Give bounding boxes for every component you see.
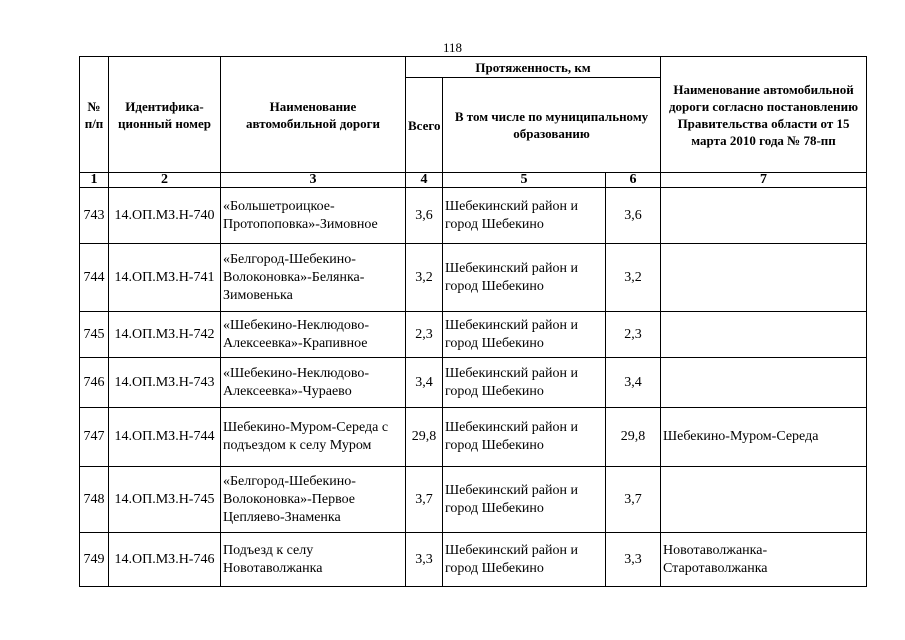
road-name: «Белгород-Шебекино-Волоконовка»-Первое Цепляево-Знаменка [221, 467, 406, 533]
row-number: 744 [80, 244, 109, 312]
road-id: 14.ОП.МЗ.Н-742 [109, 312, 221, 358]
table-row [80, 533, 867, 587]
municipality: Шебекинский район и город Шебекино [443, 408, 606, 467]
row-number: 747 [80, 408, 109, 467]
total-length: 3,3 [406, 533, 443, 587]
municipality: Шебекинский район и город Шебекино [443, 244, 606, 312]
total-length: 29,8 [406, 408, 443, 467]
decree-name [661, 244, 867, 312]
road-id: 14.ОП.МЗ.Н-744 [109, 408, 221, 467]
decree-name: Новотаволжанка-Старотаволжанка [661, 533, 867, 587]
road-name: «Шебекино-Неклюдово-Алексеевка»-Крапивное [221, 312, 406, 358]
column-number: 2 [109, 173, 221, 188]
header-decree: Наименование автомобильной дороги согласно постановлению Правительства области от 15 марта 2010 года № 78-пп [661, 57, 867, 173]
road-name: «Белгород-Шебекино-Волоконовка»-Белянка-Зимовенька [221, 244, 406, 312]
road-id: 14.ОП.МЗ.Н-740 [109, 188, 221, 244]
municipal-length: 3,2 [606, 244, 661, 312]
decree-name: Шебекино-Муром-Середа [661, 408, 867, 467]
row-number: 749 [80, 533, 109, 587]
municipal-length: 2,3 [606, 312, 661, 358]
decree-name [661, 188, 867, 244]
column-number: 1 [80, 173, 109, 188]
road-name: «Шебекино-Неклюдово-Алексеевка»-Чураево [221, 358, 406, 408]
total-length: 3,7 [406, 467, 443, 533]
table-row [80, 467, 867, 533]
table-row [80, 188, 867, 244]
total-length: 3,6 [406, 188, 443, 244]
municipality: Шебекинский район и город Шебекино [443, 312, 606, 358]
municipality: Шебекинский район и город Шебекино [443, 358, 606, 408]
roads-table [79, 56, 867, 587]
table-row [80, 358, 867, 408]
table-body [80, 188, 867, 587]
column-numbers-row [80, 173, 867, 188]
road-id: 14.ОП.МЗ.Н-746 [109, 533, 221, 587]
municipal-length: 3,4 [606, 358, 661, 408]
row-number: 746 [80, 358, 109, 408]
table-header [80, 57, 867, 188]
road-id: 14.ОП.МЗ.Н-745 [109, 467, 221, 533]
header-num: № п/п [80, 57, 109, 173]
municipal-length: 3,3 [606, 533, 661, 587]
municipal-length: 29,8 [606, 408, 661, 467]
header-name: Наименование автомобильной дороги [221, 57, 406, 173]
road-name: Подъезд к селу Новотаволжанка [221, 533, 406, 587]
decree-name [661, 358, 867, 408]
column-number: 3 [221, 173, 406, 188]
total-length: 3,2 [406, 244, 443, 312]
header-total: Всего [406, 78, 443, 173]
road-name: «Большетроицкое-Протопоповка»-Зимовное [221, 188, 406, 244]
road-name: Шебекино-Муром-Середа с подъездом к селу Муром [221, 408, 406, 467]
column-number: 7 [661, 173, 867, 188]
column-number: 4 [406, 173, 443, 188]
municipality: Шебекинский район и город Шебекино [443, 467, 606, 533]
total-length: 2,3 [406, 312, 443, 358]
row-number: 743 [80, 188, 109, 244]
header-length: Протяженность, км [406, 57, 661, 78]
row-number: 748 [80, 467, 109, 533]
header-municipal: В том числе по муниципальному образованию [443, 78, 661, 173]
municipal-length: 3,7 [606, 467, 661, 533]
row-number: 745 [80, 312, 109, 358]
decree-name [661, 312, 867, 358]
column-number: 6 [606, 173, 661, 188]
road-id: 14.ОП.МЗ.Н-741 [109, 244, 221, 312]
table-row [80, 312, 867, 358]
decree-name [661, 467, 867, 533]
header-id: Идентифика- ционный номер [109, 57, 221, 173]
municipal-length: 3,6 [606, 188, 661, 244]
page-number: 118 [442, 40, 463, 55]
road-id: 14.ОП.МЗ.Н-743 [109, 358, 221, 408]
table-row [80, 244, 867, 312]
column-number: 5 [443, 173, 606, 188]
total-length: 3,4 [406, 358, 443, 408]
municipality: Шебекинский район и город Шебекино [443, 533, 606, 587]
municipality: Шебекинский район и город Шебекино [443, 188, 606, 244]
table-row [80, 408, 867, 467]
